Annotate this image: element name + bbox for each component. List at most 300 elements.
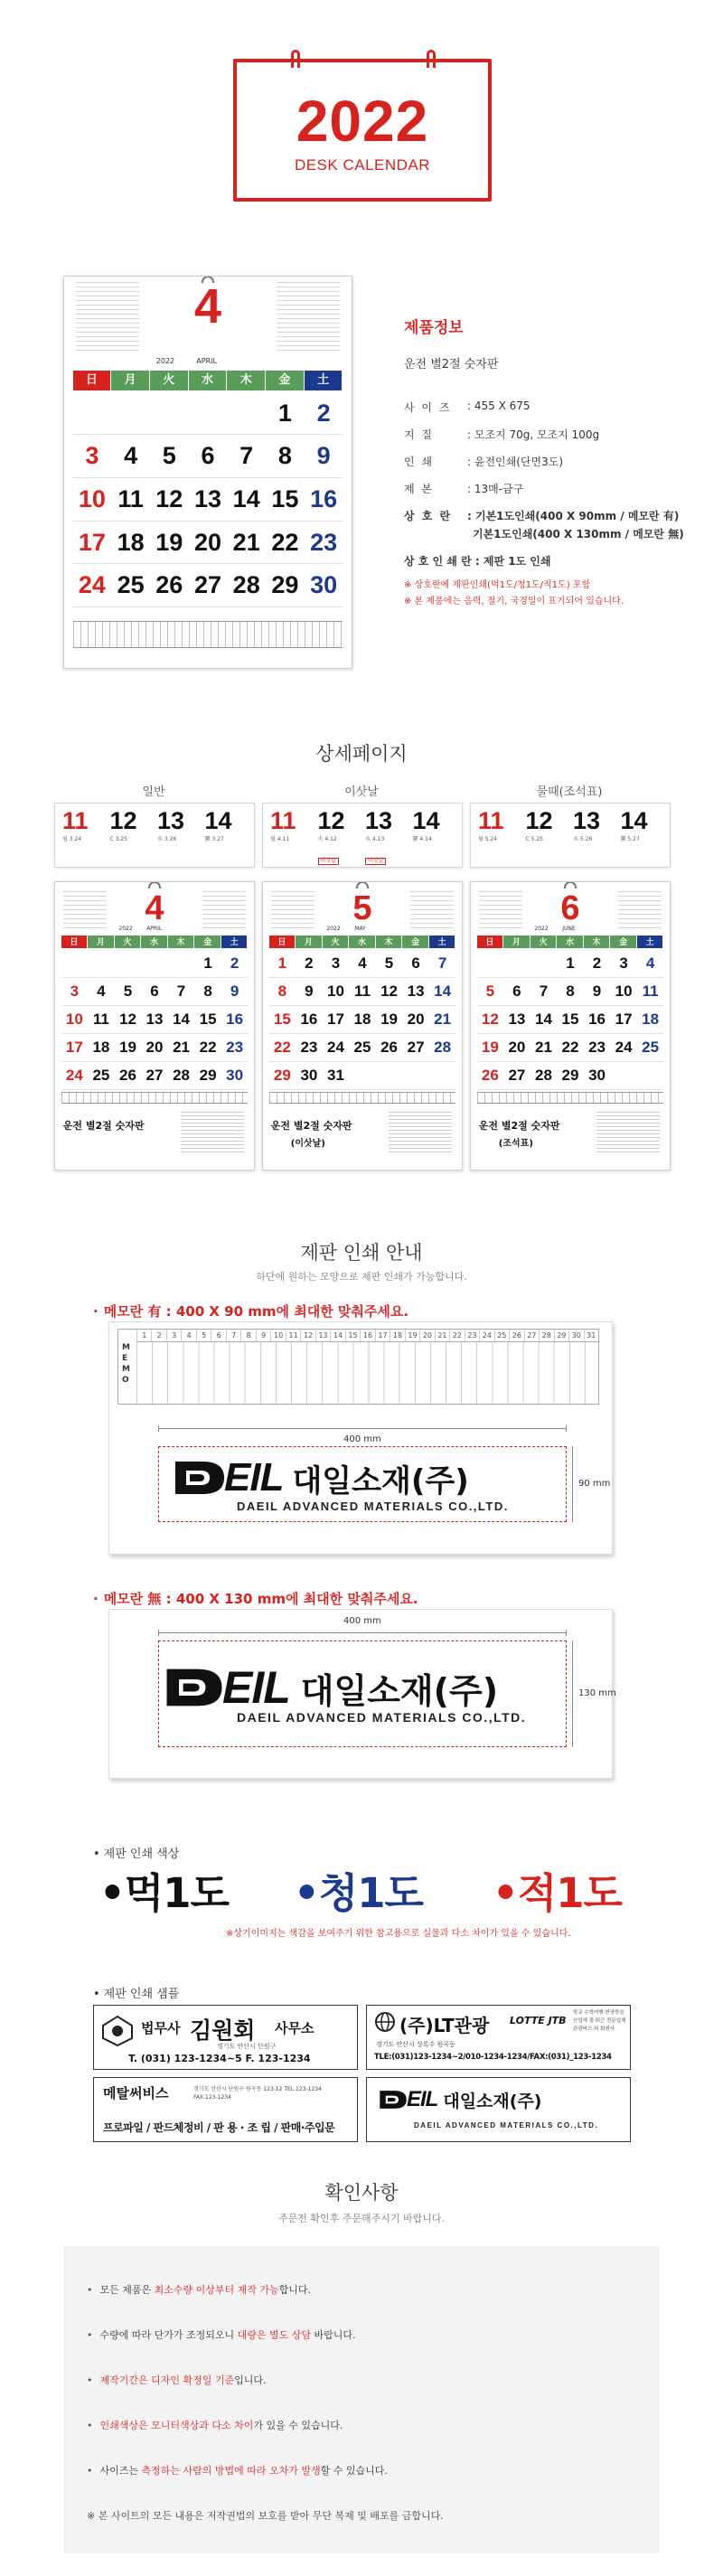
sample-law-phone: T. (031) 123-1234~5 F. 123-1234	[128, 2053, 311, 2064]
date-cell: 29	[266, 564, 305, 607]
date-cell: 28	[429, 1034, 456, 1062]
date-cell: 17	[61, 1034, 89, 1062]
weekday: 火	[115, 935, 142, 948]
memo-day-number: 17	[375, 1330, 390, 1341]
crop-lunar: 火 4.12	[317, 836, 337, 842]
date-cell: 28	[227, 564, 266, 607]
date-cell	[61, 950, 89, 978]
date-cell: 10	[610, 978, 637, 1006]
sample-law-prefix: 법무사	[141, 2020, 181, 2036]
detail-crop-normal	[54, 803, 255, 868]
spec-key: 상 호 란	[404, 510, 453, 522]
date-cell: 19	[115, 1034, 142, 1062]
date-cell	[227, 392, 266, 436]
crop-day	[365, 807, 408, 864]
memo-day-number: 27	[524, 1330, 539, 1341]
daeil-logo-icon	[378, 2089, 408, 2111]
date-cell: 2	[221, 950, 249, 978]
date-cell	[189, 392, 228, 436]
date-cell: 16	[221, 1006, 249, 1034]
weekday: 日	[61, 935, 89, 948]
crop-day	[317, 807, 361, 864]
weekday: 月	[88, 935, 115, 948]
spec-value: : 윤전인쇄(단면3도)	[467, 456, 564, 468]
calendar-product-subtitle: (이삿날)	[290, 1138, 325, 1149]
weekday: 金	[610, 935, 637, 948]
confirm-item: • 제작기간은 디자인 확정일 기준입니다.	[87, 2374, 267, 2386]
memo-number-row	[136, 1330, 598, 1342]
date-cell: 25	[88, 1062, 115, 1090]
memo-day-number: 30	[568, 1330, 583, 1341]
date-cell: 7	[531, 978, 558, 1006]
weekday: 日	[269, 935, 296, 948]
date-cell: 25	[637, 1034, 664, 1062]
date-cell: 18	[111, 522, 150, 565]
sample-lt-brand: LOTTE JTB	[510, 2015, 567, 2026]
date-cell	[141, 950, 168, 978]
date-cell: 21	[168, 1034, 195, 1062]
spec-row	[404, 427, 599, 442]
crop-day	[413, 809, 455, 861]
sample-metal-service	[93, 2077, 358, 2142]
date-cell: 3	[73, 435, 112, 478]
memo-day-number: 5	[196, 1330, 211, 1341]
memo-on-label: · 메모란 有 : 400 X 90 mm에 최대한 맞춰주세요.	[93, 1303, 409, 1320]
date-cell: 27	[503, 1062, 531, 1090]
detail-section-title: 상세페이지	[315, 743, 408, 765]
date-cell: 13	[503, 1006, 531, 1034]
date-cell	[349, 1062, 376, 1090]
date-cell: 8	[194, 978, 221, 1006]
memo-day-number: 22	[449, 1330, 464, 1341]
date-cell: 4	[111, 435, 150, 478]
date-cell: 27	[402, 1034, 429, 1062]
date-cell: 16	[584, 1006, 611, 1034]
spec-row	[404, 526, 684, 541]
date-cell: 8	[557, 978, 584, 1006]
weekday: 水	[557, 935, 584, 948]
date-cell: 24	[61, 1062, 89, 1090]
date-cell: 19	[477, 1034, 504, 1062]
date-cell: 6	[141, 978, 168, 1006]
weekday: 土	[221, 935, 249, 948]
memo-strip	[61, 1092, 249, 1104]
memo-day-number: 15	[345, 1330, 360, 1341]
color-red: •적1도	[493, 1869, 623, 1917]
date-cell: 23	[296, 1034, 323, 1062]
spec-row	[404, 481, 523, 496]
hanger-icon	[356, 881, 369, 888]
crop-lunar: 寶 3.27	[204, 836, 224, 842]
memo-ruler	[117, 1329, 599, 1405]
product-calendar-image	[63, 276, 352, 669]
ring-icon	[427, 50, 436, 68]
mini-calendar-next	[410, 891, 454, 932]
detail-calendar-moving	[262, 881, 463, 1170]
date-cell: 3	[610, 950, 637, 978]
product-info-title: 제품정보	[404, 319, 464, 337]
date-cell: 18	[349, 1006, 376, 1034]
date-cell: 18	[637, 1006, 664, 1034]
date-cell: 20	[503, 1034, 531, 1062]
date-cell: 10	[73, 478, 112, 522]
mini-calendar-prev	[479, 891, 522, 932]
spec-value: : 기본1도인쇄(400 X 90mm / 메모란 有)	[467, 510, 680, 522]
crop-lunar: 월 4.11	[270, 836, 290, 842]
date-cell	[402, 1062, 429, 1090]
confirm-highlight: 측정하는 사람의 방법에 따라 오차가 발생	[141, 2465, 321, 2477]
spec-row	[404, 454, 563, 469]
logo-english-text: DAEIL ADVANCED MATERIALS CO.,LTD.	[237, 1500, 509, 1513]
memo-day-number: 16	[360, 1330, 374, 1341]
date-cell: 16	[296, 1006, 323, 1034]
month-number: 4	[145, 888, 164, 927]
weekday: 火	[531, 935, 558, 948]
calendar-month-en: APRIL	[146, 925, 163, 932]
mini-calendar-next	[277, 282, 340, 353]
date-cell	[73, 392, 112, 436]
weekday-header	[269, 935, 456, 948]
daeil-logo	[172, 1455, 469, 1500]
date-cell: 19	[376, 1006, 403, 1034]
calendar-spec-lines	[596, 1112, 660, 1152]
daeil-logo-icon	[172, 1458, 228, 1498]
logo-brand-text: EIL	[224, 1455, 284, 1500]
date-cell: 28	[168, 1062, 195, 1090]
date-cell: 14	[227, 478, 266, 522]
product-note: ※ 본 제품에는 음력, 절기, 국경일이 표기되어 있습니다.	[404, 597, 624, 606]
width-dimension-label: 400 mm	[343, 1616, 381, 1626]
calendar-product-title: 운전 별2절 숫자판	[62, 1119, 145, 1132]
logo-brand-text: EIL	[407, 2087, 438, 2111]
date-cell: 28	[531, 1062, 558, 1090]
weekday-header	[73, 371, 343, 390]
date-cell	[111, 392, 150, 436]
date-cell: 27	[189, 564, 228, 607]
date-cell: 4	[637, 950, 664, 978]
date-cell: 1	[269, 950, 296, 978]
product-name: 운전 별2절 숫자판	[404, 358, 499, 371]
memo-on-text: 메모란 有 : 400 X 90 mm에 최대한 맞춰주세요.	[103, 1303, 409, 1320]
crop-day-number: 12	[109, 807, 137, 834]
sample-metal-info: 경기도 안산시 단원구 원곡동 123-12 TEL.123-1234 FAX.123-1234	[193, 2086, 322, 2101]
hanger-icon	[564, 881, 577, 888]
memo-off-label: · 메모란 無 : 400 X 130 mm에 최대한 맞춰주세요.	[93, 1591, 418, 1607]
logo-korean-text: 대일소재(주)	[443, 2091, 542, 2111]
weekday: 土	[637, 935, 664, 948]
daeil-logo	[163, 1661, 498, 1714]
month-number: 6	[560, 888, 580, 927]
date-cell: 9	[305, 435, 343, 478]
crop-day	[526, 809, 568, 861]
crop-day	[62, 809, 105, 861]
date-cell: 29	[269, 1062, 296, 1090]
date-cell: 16	[305, 478, 343, 522]
memo-letter: E	[122, 1354, 128, 1363]
confirm-highlight: 제작기간은 디자인 확정일 기준	[99, 2374, 235, 2386]
width-dimension-label: 400 mm	[343, 1434, 381, 1444]
date-cell: 5	[115, 978, 142, 1006]
spec-row	[404, 400, 531, 415]
logo-korean-text: 대일소재(주)	[300, 1670, 499, 1711]
date-cell: 22	[266, 522, 305, 565]
sample-lt-address: 경기도 안산시 상록수 원곡동	[376, 2041, 455, 2048]
detail-crop-tide	[470, 803, 671, 868]
date-cell: 7	[168, 978, 195, 1006]
crop-day-number: 12	[317, 807, 345, 834]
date-grid	[61, 950, 249, 1085]
ring-icon	[291, 50, 300, 68]
detail-calendar-tide	[470, 881, 671, 1170]
calendar-year: 2022	[326, 925, 341, 932]
date-cell: 19	[150, 522, 189, 565]
crop-lunar: 寶 5.27	[620, 836, 640, 842]
date-cell: 8	[266, 435, 305, 478]
moving-day-tag: 이삿날	[318, 858, 339, 865]
globe-icon	[374, 2011, 396, 2033]
memo-day-number: 19	[405, 1330, 419, 1341]
memo-day-number: 6	[211, 1330, 225, 1341]
month-number: 5	[352, 888, 372, 927]
memo-day-number: 2	[151, 1330, 165, 1341]
date-cell: 15	[266, 478, 305, 522]
memo-day-number: 4	[181, 1330, 195, 1341]
date-cell: 11	[88, 1006, 115, 1034]
mini-calendar-prev	[63, 891, 107, 932]
weekday-header	[61, 935, 249, 948]
confirm-title: 확인사항	[324, 2182, 399, 2204]
date-cell: 4	[349, 950, 376, 978]
sample-metal-services: 프로파일 / 판드체정비 / 판 용 · 조 립 / 판매·주입문	[103, 2121, 335, 2134]
sample-law-suffix: 사무소	[275, 2020, 315, 2036]
plate-label: 상 호 인 쇄 란 : 제판 1도 인쇄	[404, 555, 551, 568]
crop-lunar: C 5.25	[525, 836, 543, 842]
date-cell: 9	[296, 978, 323, 1006]
confirm-subtitle: 주문전 확인후 주문해주시기 바랍니다.	[277, 2213, 445, 2224]
crop-day	[478, 809, 521, 861]
memo-day-number: 12	[300, 1330, 315, 1341]
spec-key: 제 본	[404, 483, 434, 495]
color-black: •먹1도	[99, 1869, 230, 1917]
memo-day-number: 29	[554, 1330, 568, 1341]
confirm-text: 바랍니다.	[311, 2329, 356, 2341]
spec-row	[404, 508, 679, 523]
memo-off-text: 메모란 無 : 400 X 130 mm에 최대한 맞춰주세요.	[103, 1591, 418, 1607]
spec-value: : 455 X 675	[467, 400, 531, 412]
date-cell: 4	[88, 978, 115, 1006]
confirm-text: 입니다.	[234, 2374, 267, 2386]
color-note: ※상기이미지는 색감을 보여주기 위한 참고용으로 실물과 다소 차이가 있을 수 있습니다.	[226, 1929, 571, 1939]
crop-day	[157, 809, 200, 861]
crop-day-number: 11	[478, 807, 504, 834]
date-cell	[115, 950, 142, 978]
date-cell: 29	[557, 1062, 584, 1090]
memo-strip	[269, 1092, 456, 1104]
memo-day-number: 14	[330, 1330, 344, 1341]
date-cell: 26	[115, 1062, 142, 1090]
confirm-highlight: 최소수량 이상부터 제작 가능	[154, 2284, 279, 2296]
calendar-year: 2022	[534, 925, 549, 932]
date-cell: 22	[269, 1034, 296, 1062]
logo-brand-text: EIL	[222, 1662, 290, 1713]
date-cell: 6	[189, 435, 228, 478]
date-cell: 17	[610, 1006, 637, 1034]
date-cell: 12	[376, 978, 403, 1006]
weekday-sat: 土	[305, 371, 343, 390]
spec-key: 인 쇄	[404, 456, 434, 468]
width-dimension-line	[158, 1428, 567, 1429]
date-cell: 14	[168, 1006, 195, 1034]
date-cell: 14	[429, 978, 456, 1006]
crop-day-number: 14	[204, 807, 232, 834]
calendar-month-en: JUNE	[562, 925, 576, 932]
weekday: 月	[503, 935, 531, 948]
confirm-text: 사이즈는	[99, 2465, 142, 2477]
weekday: 木	[376, 935, 403, 948]
date-cell	[637, 1062, 664, 1090]
confirm-box	[63, 2246, 660, 2553]
date-cell: 23	[305, 522, 343, 565]
memo-day-number: 9	[256, 1330, 270, 1341]
height-dimension-label: 90 mm	[578, 1479, 611, 1489]
date-cell	[150, 392, 189, 436]
sample-lt-name: (주)LT관광	[399, 2015, 490, 2036]
date-cell: 24	[323, 1034, 350, 1062]
memo-strip	[73, 621, 343, 648]
crop-lunar: C 3.25	[109, 836, 127, 842]
weekday-thu: 木	[227, 371, 266, 390]
date-cell: 12	[115, 1006, 142, 1034]
date-cell: 21	[531, 1034, 558, 1062]
confirm-highlight: 인쇄색상은 모니터색상과 다소 차이	[99, 2420, 254, 2431]
crop-day	[110, 809, 153, 861]
date-cell: 29	[194, 1062, 221, 1090]
sample-lt-side-line: 관광버스·외 회원사	[573, 2026, 615, 2032]
product-note: ※ 상호란에 제판인쇄(먹1도/청1도/적1도) 포함	[404, 580, 591, 590]
logo-korean-text: 대일소재(주)	[292, 1462, 469, 1500]
color-heading: • 제판 인쇄 색상	[93, 1844, 179, 1861]
memo-day-number: 25	[494, 1330, 509, 1341]
crop-day-number: 12	[525, 807, 553, 834]
month-number: 4	[193, 279, 222, 334]
calendar-spec-lines	[389, 1112, 452, 1152]
weekday: 日	[477, 935, 504, 948]
emblem-icon	[101, 2015, 134, 2047]
detail-col-label: 일반	[142, 785, 165, 799]
date-cell: 23	[221, 1034, 249, 1062]
confirm-text: 합니다.	[278, 2284, 312, 2296]
sample-lt-tour	[366, 2005, 631, 2070]
memo-day-number: 10	[270, 1330, 285, 1341]
crop-day-number: 13	[573, 807, 601, 834]
date-cell: 13	[141, 1006, 168, 1034]
date-cell: 13	[402, 978, 429, 1006]
detail-col-label: 이삿날	[344, 785, 379, 799]
confirm-text: 가 있을 수 있습니다.	[253, 2420, 343, 2431]
sample-lt-side	[573, 2009, 629, 2033]
confirm-text: 할 수 있습니다.	[320, 2465, 388, 2477]
hanger-icon	[148, 881, 161, 888]
memo-day-number: 28	[539, 1330, 553, 1341]
date-cell: 30	[584, 1062, 611, 1090]
date-cell: 26	[376, 1034, 403, 1062]
weekday-mon: 月	[111, 371, 150, 390]
date-cell: 5	[150, 435, 189, 478]
date-cell: 17	[73, 522, 112, 565]
calendar-year: 2022	[118, 925, 133, 932]
plate-guide-title: 제판 인쇄 안내	[300, 1242, 423, 1264]
date-grid	[73, 392, 343, 607]
memo-cells	[136, 1342, 598, 1404]
weekday: 火	[323, 935, 350, 948]
weekday-header	[477, 935, 664, 948]
date-cell: 20	[141, 1034, 168, 1062]
date-cell: 21	[429, 1006, 456, 1034]
weekday: 木	[168, 935, 195, 948]
daeil-logo-icon	[163, 1665, 226, 1710]
date-cell: 21	[227, 522, 266, 565]
date-cell: 2	[296, 950, 323, 978]
crop-day	[205, 809, 248, 861]
calendar-product-title: 운전 별2절 숫자판	[270, 1119, 352, 1132]
date-cell: 30	[221, 1062, 249, 1090]
memo-day-number: 1	[136, 1330, 151, 1341]
crop-day-number: 14	[620, 807, 648, 834]
confirm-text: 모든 제품은	[99, 2284, 155, 2296]
sample-lt-side-line: 산업체 출·퇴근 전문업체	[573, 2017, 626, 2024]
date-cell: 11	[111, 478, 150, 522]
weekday: 木	[584, 935, 611, 948]
moving-day-tag: 이삿날	[365, 858, 386, 865]
crop-day-number: 11	[270, 807, 296, 834]
date-cell	[88, 950, 115, 978]
date-cell	[168, 950, 195, 978]
weekday: 月	[296, 935, 323, 948]
confirm-text: 수량에 따라 단가가 조정되오니	[99, 2329, 238, 2341]
date-cell: 12	[150, 478, 189, 522]
weekday: 金	[402, 935, 429, 948]
calendar-year: 2022	[155, 356, 175, 365]
mini-calendar-next	[618, 891, 662, 932]
memo-day-number: 20	[419, 1330, 434, 1341]
date-cell: 24	[73, 564, 112, 607]
header-year: 2022	[296, 89, 429, 154]
date-cell: 24	[610, 1034, 637, 1062]
confirm-item: • 사이즈는 측정하는 사람의 방법에 따라 오차가 발생할 수 있습니다.	[87, 2465, 388, 2477]
crop-day	[573, 809, 615, 861]
date-cell: 10	[61, 1006, 89, 1034]
date-cell: 7	[227, 435, 266, 478]
date-cell: 23	[584, 1034, 611, 1062]
date-cell: 12	[477, 1006, 504, 1034]
header-calendar-frame	[233, 59, 492, 202]
date-cell	[429, 1062, 456, 1090]
height-dimension-line	[572, 1641, 573, 1747]
memo-day-number: 7	[226, 1330, 240, 1341]
date-cell: 27	[141, 1062, 168, 1090]
date-cell: 22	[194, 1034, 221, 1062]
memo-letter: M	[122, 1365, 130, 1374]
date-cell: 30	[305, 564, 343, 607]
date-cell: 18	[88, 1034, 115, 1062]
detail-crop-moving	[262, 803, 463, 868]
mini-calendar-prev	[271, 891, 315, 932]
memo-day-number: 11	[286, 1330, 300, 1341]
date-cell: 6	[503, 978, 531, 1006]
spec-value: : 모조지 70g, 모조지 100g	[467, 428, 600, 441]
date-cell: 15	[194, 1006, 221, 1034]
date-cell: 11	[349, 978, 376, 1006]
